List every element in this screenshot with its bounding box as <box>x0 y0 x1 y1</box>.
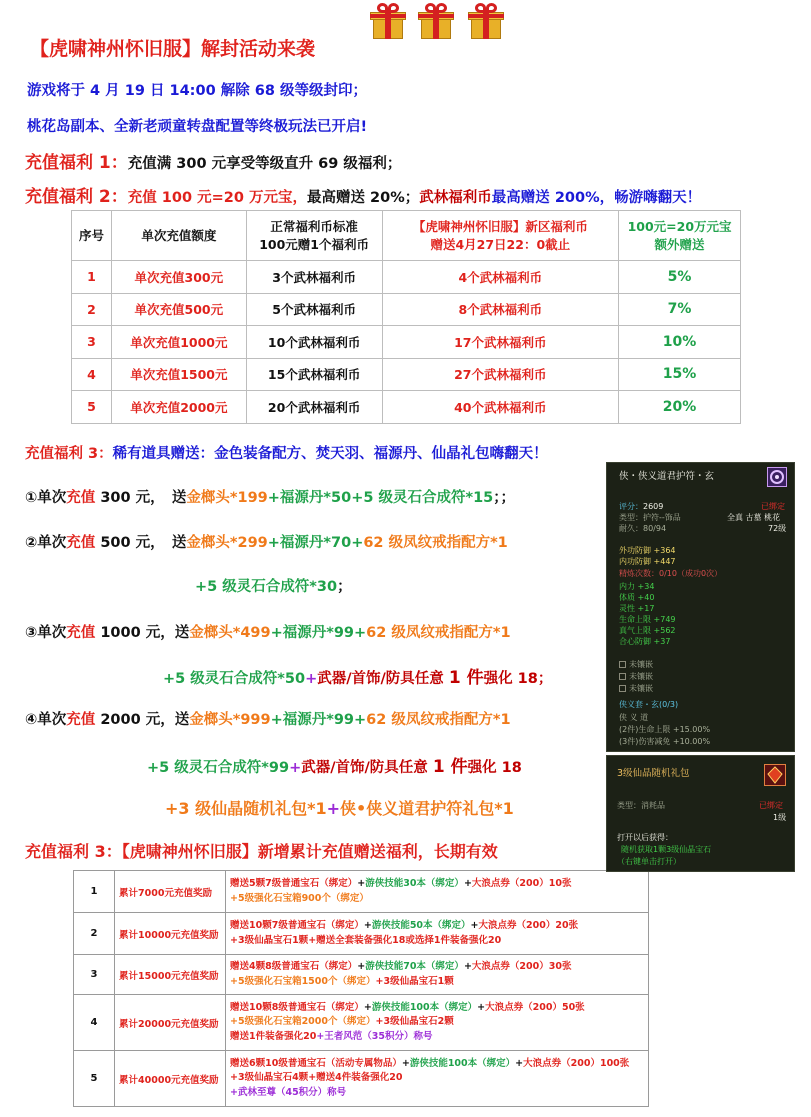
page-title: 【虎啸神州怀旧服】解封活动来袭 <box>30 38 316 60</box>
item-level: 72级 <box>768 524 787 533</box>
tier-2-line-2: +5 级灵石合成符*30； <box>195 579 352 595</box>
gift-box-icon <box>467 3 505 39</box>
item-set-bonus: (3件)伤害减免 +10.00% <box>619 737 711 746</box>
item-icon <box>767 467 787 487</box>
table-cell: 15% <box>619 358 741 391</box>
item-tooltip-panel <box>606 462 795 752</box>
table-cell: 4个武林福利币 <box>382 261 619 294</box>
table-header-row <box>72 211 741 261</box>
benefit-3 <box>25 442 548 463</box>
table-row <box>72 358 741 391</box>
table-row <box>72 261 741 294</box>
gem-pack-hint: （右键单击打开） <box>617 857 681 866</box>
table-cell: 3 <box>72 326 112 359</box>
table-row <box>72 326 741 359</box>
table-cell: 3 <box>74 955 115 995</box>
gift-box-icon <box>369 3 407 39</box>
item-durability: 耐久：80/94 <box>619 524 667 533</box>
item-name: 侠・侠义道君护符・玄 <box>619 471 715 482</box>
reward-cell: 赠送10颗7级普通宝石（绑定）+游侠技能50本（绑定）+大浪点券（200）20张 +3级仙晶宝石1颗+赠送全套装备强化18或选择1件装备强化20 <box>226 913 649 955</box>
gem-pack-bound: 已绑定 <box>759 801 783 810</box>
table-cell: 单次充值300元 <box>111 261 246 294</box>
benefit-1 <box>25 148 401 173</box>
table-cell: 40个武林福利币 <box>382 391 619 424</box>
table-header: 序号 <box>72 211 112 261</box>
table-cell: 3个武林福利币 <box>246 261 382 294</box>
table-cell: 2 <box>72 293 112 326</box>
benefit-1-label: 充值福利 1： <box>25 153 128 173</box>
table-cell: 20个武林福利币 <box>246 391 382 424</box>
cumulative-reward-table <box>73 870 649 1107</box>
gem-pack-use-text: 随机获取1颗3级仙晶宝石 <box>621 845 712 854</box>
table-cell: 累计20000元充值奖励 <box>115 995 226 1051</box>
intro-line-2: 桃花岛副本、全新老顽童转盘配置等终极玩法已开启! <box>27 119 368 135</box>
tier-3: ③单次充值 1000 元，送金榔头*499+福源丹*99+62 级凤纹戒指配方*1 <box>25 625 511 641</box>
item-set-name: 侠义套・玄(0/3) <box>619 700 679 709</box>
table-row <box>74 913 649 955</box>
table-cell: 5 <box>72 391 112 424</box>
benefit-2 <box>25 182 701 207</box>
table-cell: 5 <box>74 1051 115 1107</box>
benefit-2-text: 武林福利币 <box>419 190 492 206</box>
benefit-2-label: 充值福利 2： <box>25 187 128 207</box>
item-faction: 全真 古墓 桃花 <box>727 513 781 522</box>
item-attr: 生命上限 +749 <box>619 615 676 624</box>
reward-cell: 赠送5颗7级普通宝石（绑定）+游侠技能30本（绑定）+大浪点券（200）10张 +5级强化石宝箱900个（绑定） <box>226 871 649 913</box>
gem-pack-level: 1级 <box>773 813 787 822</box>
tier-3-line-2: +5 级灵石合成符*50+武器/首饰/防具任意 1 件强化 18； <box>163 668 553 688</box>
table-row <box>72 391 741 424</box>
table-row <box>74 955 649 995</box>
tier-1: ①单次充值 300 元， 送金榔头*199+福源丹*50+5 级灵石合成符*15；； <box>25 490 515 506</box>
table-header: 正常福利币标准 100元赠1个福利币 <box>246 211 382 261</box>
table-cell: 累计15000元充值奖励 <box>115 955 226 995</box>
item-refine: 精炼次数：0/10（成功0次） <box>619 569 723 578</box>
table-cell: 7% <box>619 293 741 326</box>
table-row <box>74 871 649 913</box>
item-stat: 外功防御 +364 <box>619 546 676 555</box>
table-header: 单次充值额度 <box>111 211 246 261</box>
table-cell: 8个武林福利币 <box>382 293 619 326</box>
table-cell: 10个武林福利币 <box>246 326 382 359</box>
table-cell: 1 <box>72 261 112 294</box>
table-cell: 2 <box>74 913 115 955</box>
item-socket: 未镶嵌 <box>619 659 653 670</box>
table-cell: 累计10000元充值奖励 <box>115 913 226 955</box>
gem-pack-name: 3级仙晶随机礼包 <box>617 768 690 779</box>
gem-pack-tooltip-panel <box>606 755 795 872</box>
table-cell: 累计40000元充值奖励 <box>115 1051 226 1107</box>
reward-cell: 赠送6颗10级普通宝石（活动专属物品）+游侠技能100本（绑定）+大浪点券（200）100张 +3级仙晶宝石4颗+赠送4件装备强化20 +武林至尊（45积分）称号 <box>226 1051 649 1107</box>
table-row <box>74 995 649 1051</box>
gem-pack-use-label: 打开以后获得： <box>617 833 673 842</box>
item-set-sub: 侠 义 道 <box>619 713 649 722</box>
table-cell: 5个武林福利币 <box>246 293 382 326</box>
table-cell: 10% <box>619 326 741 359</box>
benefit-1-text: 充值满 300 元享受等级直升 69 级福利； <box>127 156 402 172</box>
table-cell: 17个武林福利币 <box>382 326 619 359</box>
item-score: 评分：2609 <box>619 502 664 511</box>
table-header: 100元=20万元宝 额外赠送 <box>619 211 741 261</box>
item-attr: 内力 +34 <box>619 582 655 591</box>
table-row <box>74 1051 649 1107</box>
item-type: 类型：护符--饰品 <box>619 513 681 522</box>
item-attr: 灵性 +17 <box>619 604 655 613</box>
tier-4: ④单次充值 2000 元，送金榔头*999+福源丹*99+62 级凤纹戒指配方*1 <box>25 712 511 728</box>
reward-cell: 赠送10颗8级普通宝石（绑定）+游侠技能100本（绑定）+大浪点券（200）50张 +5级强化石宝箱2000个（绑定）+3级仙晶宝石2颗 赠送1件装备强化20+王者风范（35积分）称号 <box>226 995 649 1051</box>
benefit-2-text: 最高赠送 200%，畅游嗨翻天！ <box>491 190 702 206</box>
benefit-3-cumulative: 充值福利 3：【虎啸神州怀旧服】新增累计充值赠送福利，长期有效 <box>25 842 498 861</box>
benefit-2-text: 充值 100 元=20 万元宝， <box>127 190 307 206</box>
table-cell: 1 <box>74 871 115 913</box>
table-cell: 20% <box>619 391 741 424</box>
benefit-2-text: 最高赠送 20%； <box>307 190 420 206</box>
item-attr: 合心防御 +37 <box>619 637 671 646</box>
benefit-3-text: 稀有道具赠送：金色装备配方、焚天羽、福源丹、仙晶礼包嗨翻天！ <box>112 446 548 462</box>
tier-4-line-2: +5 级灵石合成符*99+武器/首饰/防具任意 1 件强化 18 <box>147 757 522 777</box>
table-cell: 累计7000元充值奖励 <box>115 871 226 913</box>
item-stat: 内功防御 +447 <box>619 557 676 566</box>
reward-cell: 赠送4颗8级普通宝石（绑定）+游侠技能70本（绑定）+大浪点券（200）30张 +5级强化石宝箱1500个（绑定）+3级仙晶宝石1颗 <box>226 955 649 995</box>
table-cell: 15个武林福利币 <box>246 358 382 391</box>
item-bound: 已绑定 <box>761 502 785 511</box>
benefit-3-label: 充值福利 3： <box>25 446 113 462</box>
intro-line-1: 游戏将于 4 月 19 日 14:00 解除 68 级等级封印； <box>27 83 367 99</box>
table-cell: 单次充值500元 <box>111 293 246 326</box>
tier-4-line-3: +3 级仙晶随机礼包*1+侠•侠义道君护符礼包*1 <box>165 799 514 818</box>
item-set-bonus: (2件)生命上限 +15.00% <box>619 725 711 734</box>
item-socket: 未镶嵌 <box>619 671 653 682</box>
table-cell: 4 <box>72 358 112 391</box>
table-cell: 27个武林福利币 <box>382 358 619 391</box>
gem-pack-icon <box>764 764 786 786</box>
gem-pack-type: 类型：消耗品 <box>617 801 665 810</box>
item-attr: 真气上限 +562 <box>619 626 676 635</box>
table-cell: 单次充值1500元 <box>111 358 246 391</box>
table-cell: 单次充值2000元 <box>111 391 246 424</box>
table-cell: 5% <box>619 261 741 294</box>
table-cell: 单次充值1000元 <box>111 326 246 359</box>
table-header: 【虎啸神州怀旧服】新区福利币 赠送4月27日22：0截止 <box>382 211 619 261</box>
welfare-coin-table <box>71 210 741 424</box>
gift-box-icon <box>417 3 455 39</box>
table-row <box>72 293 741 326</box>
tier-2: ②单次充值 500 元， 送金榔头*299+福源丹*70+62 级凤纹戒指配方*1 <box>25 535 508 551</box>
item-attr: 体质 +40 <box>619 593 655 602</box>
item-socket: 未镶嵌 <box>619 683 653 694</box>
table-cell: 4 <box>74 995 115 1051</box>
